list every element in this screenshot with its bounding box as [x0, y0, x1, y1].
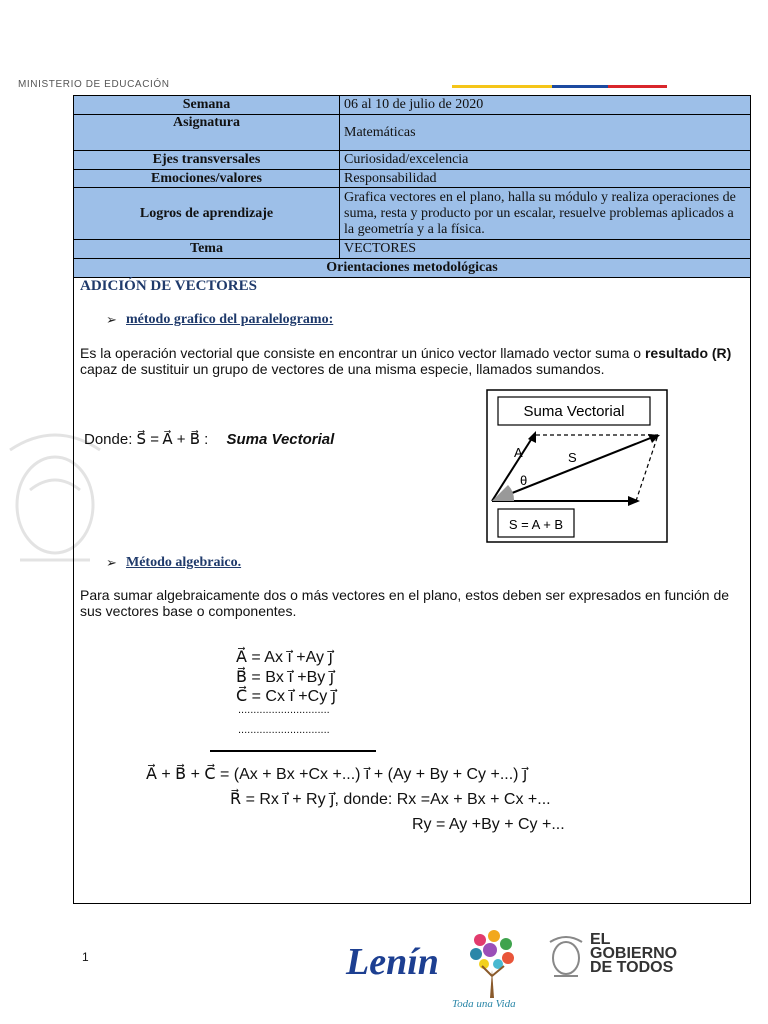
value-ejes: Curiosidad/excelencia [340, 151, 751, 170]
sum-rule-line [210, 750, 376, 752]
diagram-title: Suma Vectorial [523, 403, 625, 420]
donde-line [84, 430, 334, 448]
bullet-arrow-icon-2: ➢ [106, 555, 117, 570]
method1-paragraph [80, 345, 746, 377]
equation-dots-2: .............................. [238, 724, 330, 736]
section-title: ADICIÓN DE VECTORES [80, 278, 257, 294]
method1-title: método grafico del paralelogramo: [126, 312, 334, 327]
value-asignatura: Matemáticas [340, 115, 751, 151]
gob-line3: DE TODOS [590, 959, 674, 976]
bullet-arrow-icon: ➢ [106, 312, 117, 327]
donde-label: Donde: [84, 431, 133, 448]
page-number: 1 [82, 950, 89, 964]
flag-stripe-blue [552, 85, 608, 88]
method1-text-pre: Es la operación vectorial que consiste en encontrar un único vector llamado vector suma o [80, 345, 645, 361]
diagram-label-a: A [514, 445, 523, 460]
equation-a: A⃗ = Ax i⃗ +Ay j⃗ [236, 649, 333, 666]
label-emociones: Emociones/valores [74, 170, 340, 188]
donde-name: Suma Vectorial [226, 431, 335, 448]
donde-formula: S⃗ = A⃗ + B⃗ : [136, 431, 209, 448]
method1-text-bold: resultado (R) [644, 345, 732, 361]
equation-b: B⃗ = Bx i⃗ +By j⃗ [236, 669, 335, 686]
equation-result: R⃗ = Rx i⃗ + Ry j⃗, donde: Rx =Ax + Bx + Cx +... [230, 791, 551, 808]
value-emociones: Responsabilidad [340, 170, 751, 188]
tree-logo-icon [462, 926, 522, 998]
diagram-label-theta: θ [520, 473, 528, 488]
orientaciones-header: Orientaciones metodológicas [74, 259, 751, 278]
value-semana: 06 al 10 de julio de 2020 [340, 96, 751, 115]
method2-paragraph: Para sumar algebraicamente dos o más vectores en el plano, estos deben ser expresados en función de sus vectores base o componentes. [80, 587, 730, 619]
gob-line1: EL [590, 931, 611, 948]
gobierno-logo [590, 933, 677, 975]
toda-una-vida-logo-text: Toda una Vida [452, 998, 516, 1010]
equation-ry: Ry = Ay +By + Cy +... [412, 816, 565, 833]
diagram-formula: S = A + B [508, 517, 564, 532]
flag-stripe-red [608, 85, 667, 88]
government-shield-icon [546, 932, 586, 978]
gob-line2: GOBIERNO [590, 945, 678, 962]
method1-text-post: capaz de sustituir un grupo de vectores de una misma especie, llamados sumandos. [80, 361, 605, 377]
equation-c: C⃗ = Cx i⃗ +Cy j⃗ [236, 688, 337, 705]
equation-sum: A⃗ + B⃗ + C⃗ = (Ax + Bx +Cx +...) i⃗ + (Ay + By + Cy +...) j⃗ [146, 766, 528, 783]
label-ejes: Ejes transversales [74, 151, 340, 170]
value-logros: Grafica vectores en el plano, halla su módulo y realiza operaciones de suma, resta y producto por un escalar, resuelve problemas aplicados a la geometría y a la física. [340, 188, 751, 240]
flag-stripe-yellow [452, 85, 552, 88]
value-tema: VECTORES [340, 240, 751, 259]
label-asignatura: Asignatura [74, 115, 340, 151]
equation-dots-1: .............................. [238, 704, 330, 716]
lenin-logo: Lenín [346, 941, 439, 983]
method2-title: Método algebraico. [126, 555, 242, 570]
label-tema: Tema [74, 240, 340, 259]
info-table [73, 95, 751, 278]
label-logros: Logros de aprendizaje [74, 188, 340, 240]
ministry-title: MINISTERIO DE EDUCACIÓN [18, 79, 170, 90]
vector-sum-diagram [486, 389, 668, 543]
label-semana: Semana [74, 96, 340, 115]
diagram-label-s: S [568, 450, 577, 465]
